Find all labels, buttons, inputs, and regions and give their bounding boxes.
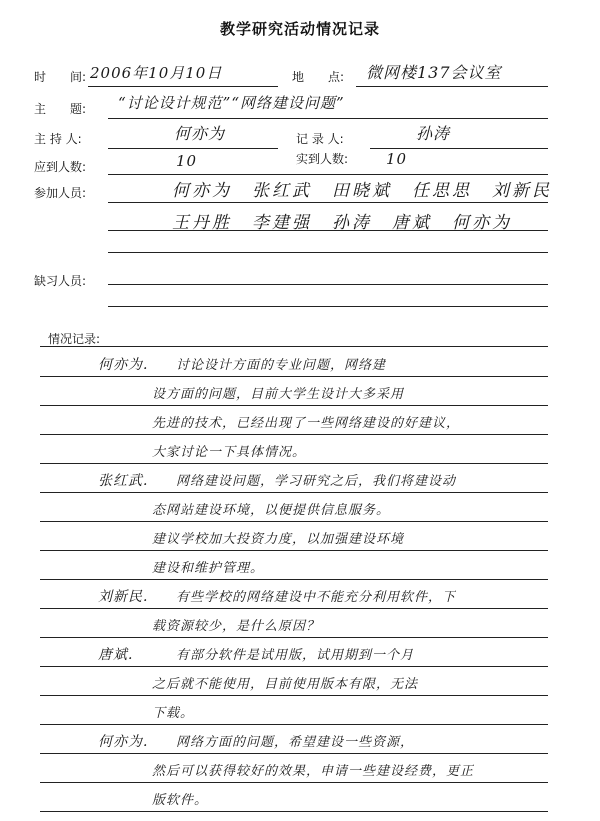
record-text: 有些学校的网络建设中不能充分利用软件，下 — [176, 590, 457, 605]
record-rule — [40, 521, 548, 522]
topic-value: “讨论设计规范”“网络建设问题” — [118, 94, 345, 112]
record-text: 网络建设问题，学习研究之后，我们将建设动 — [176, 474, 457, 489]
topic-underline — [108, 118, 548, 119]
record-speaker: 何亦为. — [98, 734, 149, 750]
record-text: 先进的技术，已经出现了一些网络建设的好建议， — [152, 416, 461, 431]
record-text: 讨论设计方面的专业问题，网络建 — [176, 358, 387, 373]
record-text: 然后可以获得较好的效果，申请一些建设经费，更正 — [152, 764, 475, 779]
absent-underline-2 — [108, 306, 548, 307]
record-rule — [40, 753, 548, 754]
record-text: 版软件。 — [152, 793, 209, 808]
record-text: 有部分软件是试用版，试用期到一个月 — [176, 648, 415, 663]
expected-value: 10 — [176, 152, 198, 170]
participants-underline-3 — [108, 252, 548, 253]
record-rule — [40, 811, 548, 812]
count-underline — [108, 174, 548, 175]
participants-underline-1 — [108, 202, 548, 203]
record-speaker: 张红武. — [98, 473, 149, 489]
record-text: 设方面的问题，目前大学生设计大多采用 — [152, 387, 405, 402]
host-underline — [108, 148, 278, 149]
place-label: 地 点: — [292, 70, 345, 84]
place-value: 微网楼137会议室 — [366, 63, 502, 82]
actual-label: 实到人数: — [296, 152, 349, 166]
record-rule — [40, 492, 548, 493]
record-text: 建设和维护管理。 — [152, 561, 265, 576]
record-rule — [40, 724, 548, 725]
record-text: 载资源较少，是什么原因？ — [152, 619, 321, 634]
participants-underline-2 — [108, 230, 548, 231]
record-rule — [40, 405, 548, 406]
time-label: 时 间: — [34, 70, 87, 84]
place-underline — [356, 86, 548, 87]
record-text: 态网站建设环境，以便提供信息服务。 — [152, 503, 391, 518]
record-rule — [40, 579, 548, 580]
record-rule — [40, 637, 548, 638]
record-text: 之后就不能使用，目前使用版本有限，无法 — [152, 677, 419, 692]
absent-label: 缺习人员: — [34, 274, 87, 288]
recorder-underline — [370, 148, 548, 149]
record-text: 大家讨论一下具体情况。 — [152, 445, 307, 460]
expected-label: 应到人数: — [34, 160, 87, 174]
actual-value: 10 — [386, 150, 408, 168]
participants-row-1: 何亦为 张红武 田晓斌 任思思 刘新民 — [172, 181, 552, 201]
host-value: 何亦为 — [174, 124, 226, 143]
record-speaker: 刘新民. — [98, 589, 149, 605]
record-speaker: 何亦为. — [98, 357, 149, 373]
record-rule — [40, 463, 548, 464]
form-title: 教学研究活动情况记录 — [219, 20, 380, 38]
participants-row-2: 王丹胜 李建强 孙涛 唐斌 何亦为 — [172, 213, 512, 233]
record-rule-0 — [40, 346, 548, 347]
participants-label: 参加人员: — [34, 186, 87, 200]
record-text: 建议学校加大投资力度，以加强建设环境 — [152, 532, 405, 547]
recorder-label: 记 录 人: — [296, 132, 344, 146]
record-rule — [40, 550, 548, 551]
host-label: 主 持 人: — [34, 132, 82, 146]
record-rule — [40, 782, 548, 783]
topic-label: 主 题: — [34, 102, 87, 116]
record-label: 情况记录: — [48, 332, 101, 346]
record-rule — [40, 434, 548, 435]
record-rule — [40, 666, 548, 667]
time-value: 2006年10月10日 — [90, 64, 223, 82]
record-rule — [40, 695, 548, 696]
record-text: 网络方面的问题，希望建设一些资源， — [176, 735, 415, 750]
record-speaker: 唐斌. — [98, 647, 134, 663]
record-text: 下载。 — [152, 706, 195, 721]
time-underline — [88, 86, 278, 87]
record-rule — [40, 376, 548, 377]
absent-underline-1 — [108, 284, 548, 285]
recorder-value: 孙涛 — [416, 124, 451, 143]
record-rule — [40, 608, 548, 609]
